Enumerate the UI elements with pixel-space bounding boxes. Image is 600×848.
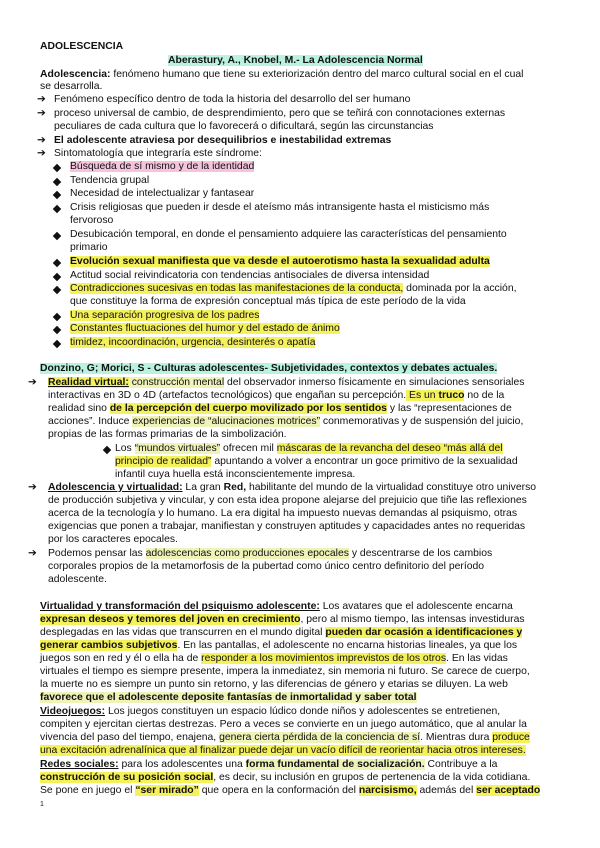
diamond-bullet-icon bbox=[53, 178, 61, 186]
paragraph-line: adolescente. bbox=[48, 574, 107, 585]
paragraph-line: virtuales el tiempo es siempre presente, impera la inmediatez, sin memoria ni futuro. Se carece de cuerpo, bbox=[40, 666, 530, 677]
diamond-bullet-icon bbox=[53, 232, 61, 240]
list-item: Sintomatología que integraría este síndrome: bbox=[54, 148, 262, 159]
paragraph-line: propias de las formas primarias de la simbolización. bbox=[48, 429, 287, 440]
diamond-bullet-icon bbox=[53, 259, 61, 267]
diamond-bullet-icon bbox=[103, 446, 111, 454]
arrow-icon: ➔ bbox=[37, 148, 46, 159]
paragraph-line: realidad sino de la percepción del cuerpo movilizado por los sentidos y las “representaciones de bbox=[48, 403, 512, 414]
diamond-bullet-icon bbox=[53, 340, 61, 348]
arrow-icon: ➔ bbox=[37, 108, 46, 119]
list-item: Tendencia grupal bbox=[70, 175, 150, 186]
paragraph-line: Videojuegos: Los juegos constituyen un espacio lúdico donde niños y adolescentes se entretienen, bbox=[40, 706, 501, 717]
list-item: fervoroso bbox=[70, 215, 114, 226]
list-item: Constantes fluctuaciones del humor y del estado de ánimo bbox=[70, 323, 340, 334]
list-item: Búsqueda de sí mismo y de la identidad bbox=[70, 161, 255, 172]
diamond-bullet-icon bbox=[53, 286, 61, 294]
paragraph-line: de producción subjetiva y vincular, y con esta idea propone alejarse del prejuicio que tiñe las reflexiones bbox=[48, 495, 527, 506]
arrow-icon: ➔ bbox=[37, 94, 46, 105]
paragraph-line: desplegadas en las vidas que transcurren en el mundo digital pueden dar ocasión a identificaciones y bbox=[40, 627, 523, 638]
paragraph-line: Se pone en juego el “ser mirado” que opera en la conformación del narcisismo, además del ser aceptado bbox=[40, 785, 541, 796]
list-item: El adolescente atraviesa por desequilibrios e inestabilidad extremas bbox=[54, 135, 392, 146]
list-item: Necesidad de intelectualizar y fantasear bbox=[70, 188, 255, 199]
diamond-bullet-icon bbox=[53, 205, 61, 213]
paragraph-line: generar cambios subjetivos. En las pantallas, el adolescente no encarna historias lineales, ya que los bbox=[40, 640, 518, 651]
diamond-bullet-icon bbox=[53, 191, 61, 199]
diamond-bullet-icon bbox=[53, 164, 61, 172]
paragraph-line: compiten y ejercitan ciertas destrezas. Pero a veces se convierte en un juego automático, que al anular la bbox=[40, 719, 527, 730]
section-heading-donzino: Donzino, G; Morici, S - Culturas adolescentes- Subjetividades, contextos y debates actuales. bbox=[40, 363, 498, 374]
list-item: peculiares de cada cultura que lo favorecerá o dificultará, según las circunstancias bbox=[54, 121, 434, 132]
list-item: primario bbox=[70, 242, 108, 253]
arrow-icon: ➔ bbox=[28, 548, 37, 559]
list-item: proceso universal de cambio, de desprendimiento, pero que se teñirá con connotaciones externas bbox=[54, 108, 506, 119]
document-title: ADOLESCENCIA bbox=[40, 41, 124, 52]
paragraph-line: Adolescencia y virtualidad: La gran Red, habilitante del mundo de la virtualidad constituye otro universo bbox=[48, 482, 537, 493]
paragraph-line: acerca de la tecnología y lo humano. La era digital ha impuesto nuevas demandas al psiquismo, otras bbox=[48, 508, 518, 519]
diamond-bullet-icon bbox=[53, 313, 61, 321]
paragraph-line: Realidad virtual: construcción mental del observador inmerso físicamente en simulaciones sensoriales bbox=[48, 377, 525, 388]
paragraph-line: interactivas en 3D o 4D (artefactos tecnológicos) que engañan su percepción. Es un truco no de la bbox=[48, 390, 505, 401]
paragraph-line: vivencia del paso del tiempo, enajena, genera cierta pérdida de la conciencia de sí. Mientras dura produce bbox=[40, 732, 530, 743]
paragraph-line: favorece que el adolescente deposite fantasías de inmortalidad y saber total bbox=[40, 692, 417, 703]
list-item: Fenómeno específico dentro de toda la historia del desarrollo del ser humano bbox=[54, 94, 411, 105]
paragraph-line: la muerte no es siempre un punto sin retorno, y las diferencias de género y etarias se diluyen. La web bbox=[40, 679, 508, 690]
arrow-icon: ➔ bbox=[37, 135, 46, 146]
list-item: Una separación progresiva de los padres bbox=[70, 310, 260, 321]
paragraph-line: infantil cuya huella está inconscientemente impresa. bbox=[115, 469, 356, 480]
list-item: que constituye la forma de expresión conceptual más típica de este período de la vida bbox=[70, 296, 466, 307]
diamond-bullet-icon bbox=[53, 326, 61, 334]
page-number: 1 bbox=[40, 801, 44, 808]
paragraph-line: una excitación adrenalínica que al finalizar puede dejar un vacío difícil de reorientar hacia otros intereses. bbox=[40, 745, 526, 756]
paragraph-line: juegos son en red y él o ella ha de responder a los movimientos imprevistos de los otros. En las vidas bbox=[40, 653, 508, 664]
list-item: Actitud social reivindicatoria con tendencias antisociales de diversa intensidad bbox=[70, 270, 430, 281]
arrow-icon: ➔ bbox=[28, 377, 37, 388]
paragraph-line: expresan deseos y temores del joven en crecimiento, pero al mismo tiempo, las intensas investiduras bbox=[40, 614, 525, 625]
paragraph-line: corporales propios de la metamorfosis de la pubertad como único centro definitorio del período bbox=[48, 561, 485, 572]
section-heading-aberastury: Aberastury, A., Knobel, M.- La Adolescencia Normal bbox=[168, 55, 423, 66]
paragraph-line: Redes sociales: para los adolescentes una forma fundamental de socialización. Contribuye a la bbox=[40, 759, 498, 770]
paragraph-line: exigencias que ponen a trabajar, manifiestan y construyen aptitudes y capacidades antes no requeridas bbox=[48, 521, 526, 532]
definition-line: se desarrolla. bbox=[40, 81, 103, 92]
paragraph-line: Los “mundos virtuales” ofrecen mil máscaras de la revancha del deseo “más allá del bbox=[115, 443, 503, 454]
list-item: timidez, incoordinación, urgencia, desinterés o apatía bbox=[70, 337, 316, 348]
definition-line: Adolescencia: fenómeno humano que tiene su exteriorización dentro del marco cultural social en el cual bbox=[40, 69, 524, 80]
paragraph-line: principio de realidad” apuntando a volver a encontrar un goce primitivo de la sexualidad bbox=[115, 456, 518, 467]
paragraph-line: construcción de su posición social, es decir, su inclusión en grupos de pertenencia de la vida cotidiana. bbox=[40, 772, 531, 783]
paragraph-line: por los caracteres epocales. bbox=[48, 534, 178, 545]
paragraph-line: Podemos pensar las adolescencias como producciones epocales y descentrarse de los cambios bbox=[48, 548, 493, 559]
list-item: Desubicación temporal, en donde el pensamiento adquiere las características del pensamiento bbox=[70, 229, 507, 240]
list-item: Crisis religiosas que pueden ir desde el ateísmo más intransigente hasta el misticismo más bbox=[70, 202, 490, 213]
diamond-bullet-icon bbox=[53, 273, 61, 281]
paragraph-line: acciones”. Induce experiencias de “alucinaciones motrices” conmemorativas y de suspensión del juicio, bbox=[48, 416, 524, 427]
list-item: Contradicciones sucesivas en todas las manifestaciones de la conducta, dominada por la acción, bbox=[70, 283, 517, 294]
paragraph-line: Virtualidad y transformación del psiquismo adolescente: Los avatares que el adolescente encarna bbox=[40, 601, 513, 612]
list-item: Evolución sexual manifiesta que va desde el autoerotismo hasta la sexualidad adulta bbox=[70, 256, 490, 267]
arrow-icon: ➔ bbox=[28, 482, 37, 493]
